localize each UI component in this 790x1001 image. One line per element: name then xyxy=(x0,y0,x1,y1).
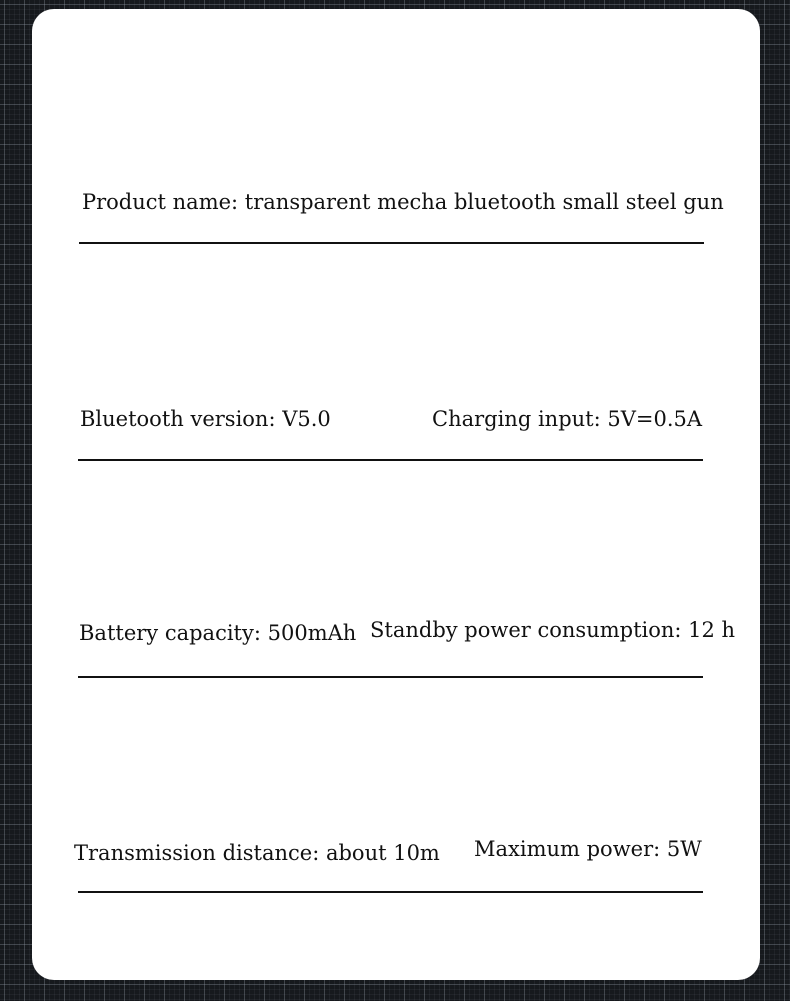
divider-1 xyxy=(79,242,704,244)
spec-card xyxy=(32,9,760,980)
divider-3 xyxy=(78,676,703,678)
maximum-power-text: Maximum power: 5W xyxy=(474,837,702,861)
divider-2 xyxy=(78,459,703,461)
charging-input-text: Charging input: 5V=0.5A xyxy=(432,407,703,431)
standby-power-text: Standby power consumption: 12 h xyxy=(370,618,736,642)
battery-capacity-text: Battery capacity: 500mAh xyxy=(79,621,357,645)
transmission-distance-text: Transmission distance: about 10m xyxy=(74,841,440,865)
product-name-text: Product name: transparent mecha bluetooth small steel gun xyxy=(82,190,724,214)
bluetooth-version-text: Bluetooth version: V5.0 xyxy=(80,407,331,431)
divider-4 xyxy=(78,891,703,893)
